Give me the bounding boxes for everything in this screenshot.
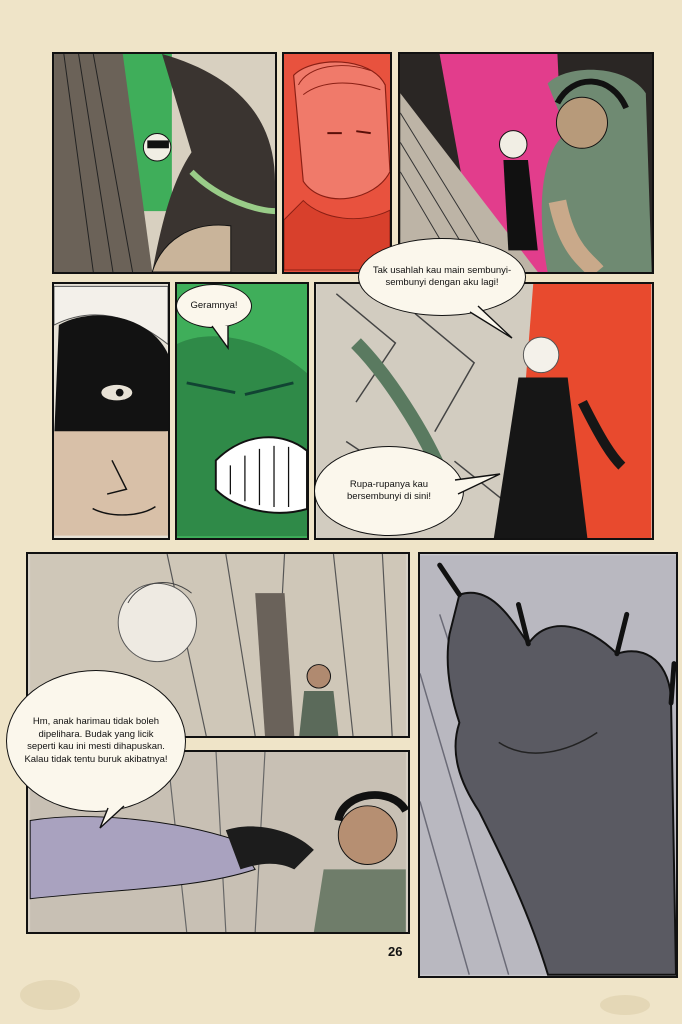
panel-9-art bbox=[420, 554, 676, 976]
speech-bubble-text: Tak usahlah kau main sembunyi-sembunyi dengan aku lagi! bbox=[372, 264, 512, 288]
speech-bubble-text: Geramnya! bbox=[190, 299, 238, 311]
panel-9-clawed-hand bbox=[418, 552, 678, 978]
panel-2-art bbox=[284, 54, 390, 272]
speech-bubble-text: Hm, anak harimau tidak boleh dipelihara. Budak yang licik seperti kau ini mesti dihapuskan. Kalau tidak tentu buruk akibatnya! bbox=[24, 716, 168, 765]
speech-bubble-found-you bbox=[314, 446, 464, 536]
speech-bubble-hiding bbox=[358, 238, 526, 316]
panel-2-red-face bbox=[282, 52, 392, 274]
page-number: 26 bbox=[388, 944, 403, 959]
speech-bubble-text: Rupa-rupanya kau bersembunyi di sini! bbox=[347, 478, 431, 502]
panel-1-rock-wall-green bbox=[52, 52, 277, 274]
paper-stain bbox=[20, 980, 80, 1010]
paper-stain bbox=[600, 995, 650, 1015]
panel-4-masked-face bbox=[52, 282, 170, 540]
speech-bubble-tiger-cub bbox=[6, 670, 186, 812]
speech-bubble-geramnya bbox=[176, 284, 252, 328]
panel-1-art bbox=[54, 54, 275, 272]
panel-4-art bbox=[54, 284, 168, 538]
